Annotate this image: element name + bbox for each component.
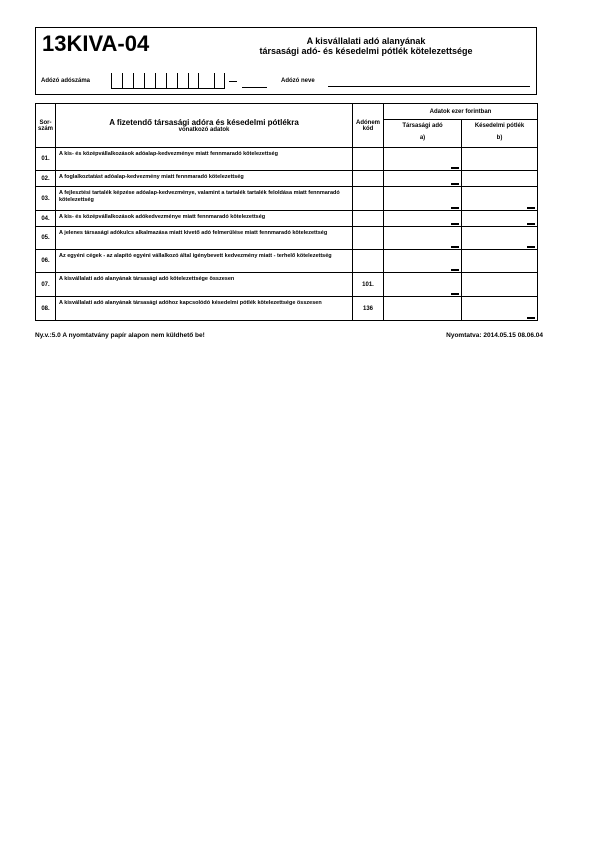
thousand-mark: [527, 317, 535, 319]
row-number: 03.: [36, 187, 56, 211]
thousand-mark: [451, 223, 459, 225]
table-row: [36, 250, 538, 273]
row-description: A kis- és középvállalkozások adókedvezménye miatt fennmaradó kötelezettség: [56, 211, 353, 227]
header-tax-code: Adónem kód: [353, 104, 384, 148]
taxid-digit[interactable]: [188, 73, 199, 88]
taxid-label: Adózó adószáma: [41, 78, 91, 84]
row-value-b[interactable]: [462, 250, 538, 273]
taxid-county-code[interactable]: [242, 73, 267, 88]
row-description: Az egyéni cégek - az alapító egyéni vállalkozó által igénybevett kedvezmény miatt - terhelő kötelezettség: [56, 250, 353, 273]
thousand-mark: [451, 293, 459, 295]
row-number: 01.: [36, 148, 56, 171]
taxid-digit[interactable]: [133, 73, 144, 88]
table-row: [36, 273, 538, 297]
row-number: 04.: [36, 211, 56, 227]
taxid-digit[interactable]: [155, 73, 166, 88]
taxid-digit[interactable]: [144, 73, 155, 88]
header-description: [56, 104, 353, 148]
row-tax-code: 101.: [353, 273, 384, 297]
row-number: 07.: [36, 273, 56, 297]
thousand-mark: [451, 167, 459, 169]
table-row: [36, 227, 538, 250]
table-row: [36, 171, 538, 187]
taxid-check-digit[interactable]: [214, 73, 225, 88]
thousand-mark: [451, 183, 459, 185]
row-description: A kis- és középvállalkozások adóalap-kedvezménye miatt fennmaradó kötelezettség: [56, 148, 353, 171]
row-value-a[interactable]: [384, 211, 462, 227]
row-description: A foglalkoztatást adóalap-kedvezmény miatt fennmaradó kötelezettség: [56, 171, 353, 187]
taxid-digit[interactable]: [122, 73, 133, 88]
taxid-digit[interactable]: [177, 73, 188, 88]
form-header: [35, 27, 537, 95]
header-col-a: [384, 120, 462, 148]
taxid-baseline: [111, 88, 225, 89]
row-value-b[interactable]: [462, 187, 538, 211]
row-value-b[interactable]: [462, 171, 538, 187]
footer-version-note: Ny.v.:5.0 A nyomtatvány papír alapon nem küldhető be!: [35, 332, 205, 339]
row-value-a[interactable]: [384, 227, 462, 250]
data-table: [35, 103, 538, 321]
header-col-b-letter: b): [496, 135, 503, 141]
thousand-mark: [451, 207, 459, 209]
row-number: 08.: [36, 297, 56, 321]
form-code: 13KIVA-04: [42, 31, 150, 56]
header-col-a-label: Társasági adó: [402, 123, 443, 129]
row-value-b[interactable]: [462, 227, 538, 250]
thousand-mark: [527, 246, 535, 248]
thousand-mark: [451, 269, 459, 271]
row-description: A fejlesztési tartalék képzése adóalap-kedvezménye, valamint a tartalék tartalék feloldása miatt fennmaradó kötelezettség: [56, 187, 353, 211]
row-tax-code: [353, 171, 384, 187]
thousand-mark: [527, 223, 535, 225]
row-value-b[interactable]: [462, 273, 538, 297]
row-tax-code: [353, 187, 384, 211]
row-value-a[interactable]: [384, 171, 462, 187]
header-description-title: A fizetendő társasági adóra és késedelmi pótlékra: [109, 118, 299, 127]
row-number: 02.: [36, 171, 56, 187]
taxid-digit[interactable]: [166, 73, 177, 88]
row-value-a[interactable]: [384, 250, 462, 273]
row-tax-code: [353, 148, 384, 171]
row-tax-code: [353, 250, 384, 273]
form-title-line2: társasági adó- és késedelmi pótlék kötelezettsége: [259, 46, 473, 56]
header-col-a-letter: a): [419, 135, 426, 141]
header-col-b-label: Késedelmi pótlék: [474, 123, 525, 129]
thousand-mark: [451, 246, 459, 248]
taxid-dash: [229, 81, 237, 82]
row-value-b[interactable]: [462, 211, 538, 227]
header-group: Adatok ezer forintban: [384, 104, 538, 120]
taxname-field[interactable]: [328, 86, 530, 87]
row-value-a[interactable]: [384, 273, 462, 297]
row-tax-code: 136: [353, 297, 384, 321]
table-row: [36, 297, 538, 321]
row-description: A kisvállalati adó alanyának társasági adóhoz kapcsolódó késedelmi pótlék kötelezettsége összesen: [56, 297, 353, 321]
form-title-line1: A kisvállalati adó alanyának: [306, 36, 426, 46]
form-title: [206, 36, 526, 56]
footer-print-date: Nyomtatva: 2014.05.15 08.06.04: [446, 332, 543, 339]
row-value-a[interactable]: [384, 148, 462, 171]
row-tax-code: [353, 211, 384, 227]
table-row: [36, 211, 538, 227]
taxname-label: Adózó neve: [281, 78, 315, 84]
taxid-digit[interactable]: [111, 73, 122, 88]
thousand-mark: [527, 207, 535, 209]
row-value-b[interactable]: [462, 148, 538, 171]
table-row: [36, 148, 538, 171]
row-description: A kisvállalati adó alanyának társasági adó kötelezettsége összesen: [56, 273, 353, 297]
header-col-b: [462, 120, 538, 148]
row-number: 06.: [36, 250, 56, 273]
header-row-number: Sor- szám: [36, 104, 56, 148]
header-description-sub: vonatkozó adatok: [178, 127, 230, 133]
row-description: A jelenes társasági adókulcs alkalmazása miatt kivető adó felmerülése miatt fennmaradó kötelezettség: [56, 227, 353, 250]
table-row: [36, 187, 538, 211]
row-value-a[interactable]: [384, 297, 462, 321]
row-number: 05.: [36, 227, 56, 250]
row-value-b[interactable]: [462, 297, 538, 321]
row-value-a[interactable]: [384, 187, 462, 211]
taxid-field[interactable]: [111, 73, 199, 88]
row-tax-code: [353, 227, 384, 250]
